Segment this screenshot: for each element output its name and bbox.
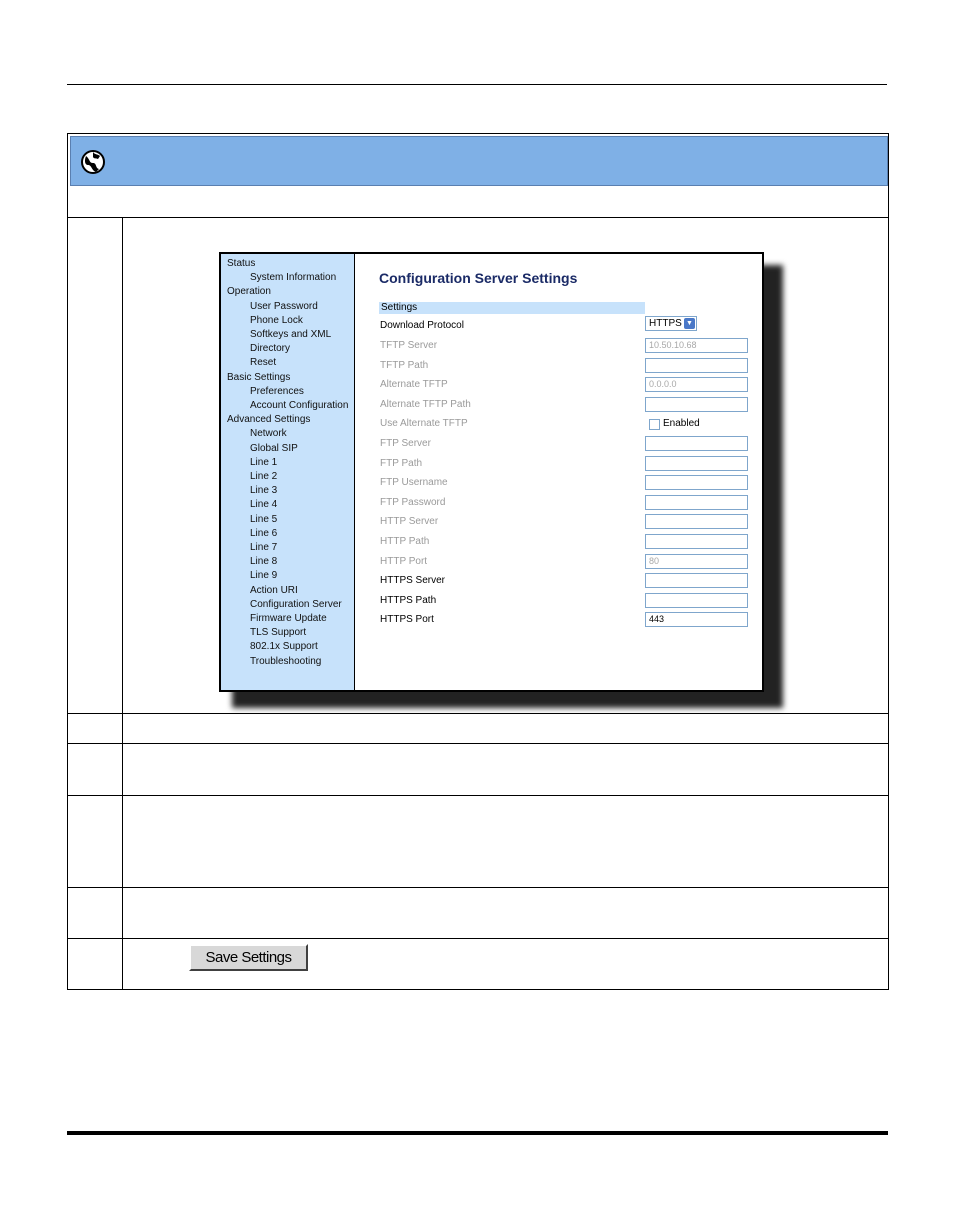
sidebar-item[interactable]: TLS Support xyxy=(250,627,307,639)
field-label: HTTPS Path xyxy=(380,594,437,606)
sidebar-item[interactable]: Line 9 xyxy=(250,570,278,582)
field-label: TFTP Path xyxy=(380,359,429,371)
header-rule xyxy=(67,84,887,85)
sidebar-item[interactable]: System Information xyxy=(250,272,337,284)
chevron-down-icon[interactable]: ▼ xyxy=(684,318,695,329)
table-row-divider xyxy=(67,795,889,796)
sidebar-item[interactable]: Line 1 xyxy=(250,456,278,468)
field-label: HTTPS Server xyxy=(380,575,446,587)
table-row-divider xyxy=(67,713,889,714)
field-label: FTP Username xyxy=(380,477,448,489)
field-label: FTP Password xyxy=(380,496,446,508)
sidebar-item[interactable]: Global SIP xyxy=(250,442,298,454)
page-title: Configuration Server Settings xyxy=(379,270,578,286)
sidebar-section-label: Operation xyxy=(227,286,271,298)
sidebar-item[interactable]: Line 6 xyxy=(250,527,278,539)
sidebar-item[interactable]: Preferences xyxy=(250,385,304,397)
download-protocol-value: HTTPS xyxy=(649,318,682,329)
field-label: HTTP Path xyxy=(380,536,430,547)
field-label: Use Alternate TFTP xyxy=(380,418,468,430)
sidebar-item[interactable]: Account Configuration xyxy=(250,400,349,411)
text-field[interactable] xyxy=(645,436,748,451)
field-label: HTTP Port xyxy=(380,555,428,567)
table-row-divider xyxy=(67,938,889,939)
field-label: HTTP Server xyxy=(380,516,439,528)
sidebar-section-label: Advanced Settings xyxy=(227,414,311,426)
checkbox-label: Enabled xyxy=(663,418,700,430)
field-label: Alternate TFTP Path xyxy=(380,398,471,410)
text-field[interactable] xyxy=(645,456,748,471)
text-field[interactable] xyxy=(645,514,748,529)
sidebar-item[interactable]: Line 2 xyxy=(250,471,278,482)
sidebar-item[interactable]: Line 5 xyxy=(250,513,278,525)
field-label: HTTPS Port xyxy=(380,614,434,626)
table-row-divider xyxy=(67,743,889,744)
text-field[interactable]: 443 xyxy=(645,612,748,627)
sidebar-item[interactable]: Phone Lock xyxy=(250,314,303,326)
text-field[interactable]: 80 xyxy=(645,554,748,569)
text-field[interactable] xyxy=(645,358,748,373)
web-ui-icon xyxy=(81,150,105,174)
footer-rule xyxy=(67,1131,888,1135)
sidebar-item[interactable]: Action URI xyxy=(250,584,298,596)
sidebar-item[interactable]: Line 7 xyxy=(250,542,278,553)
sidebar-item[interactable]: Line 8 xyxy=(250,556,278,568)
sidebar-item[interactable]: Softkeys and XML xyxy=(250,329,332,340)
settings-section-header: Settings xyxy=(379,302,645,314)
text-field[interactable] xyxy=(645,475,748,490)
sidebar-nav xyxy=(221,254,355,690)
sidebar-item[interactable]: User Password xyxy=(250,300,318,312)
sidebar-item[interactable]: Firmware Update xyxy=(250,613,327,624)
sidebar-item[interactable]: Line 3 xyxy=(250,485,278,497)
sidebar-item[interactable]: Line 4 xyxy=(250,499,278,511)
procedure-banner xyxy=(70,136,888,186)
text-field[interactable] xyxy=(645,397,748,412)
save-settings-button[interactable]: Save Settings xyxy=(189,944,308,971)
table-row-divider xyxy=(67,887,889,888)
text-field[interactable] xyxy=(645,495,748,510)
download-protocol-label: Download Protocol xyxy=(380,320,464,331)
text-field[interactable] xyxy=(645,534,748,549)
sidebar-item[interactable]: 802.1x Support xyxy=(250,641,318,653)
sidebar-item[interactable]: Network xyxy=(250,428,287,440)
table-column-divider xyxy=(122,217,123,990)
sidebar-item[interactable]: Troubleshooting xyxy=(250,655,322,667)
text-field[interactable]: 0.0.0.0 xyxy=(645,377,748,392)
sidebar-item[interactable]: Reset xyxy=(250,357,277,369)
field-label: TFTP Server xyxy=(380,340,438,351)
field-label: Alternate TFTP xyxy=(380,379,448,391)
sidebar-section-label: Status xyxy=(227,258,256,269)
field-label: FTP Path xyxy=(380,457,423,469)
text-field[interactable] xyxy=(645,573,748,588)
table-row-divider xyxy=(67,217,889,218)
sidebar-item[interactable]: Configuration Server xyxy=(250,598,342,610)
text-field[interactable] xyxy=(645,593,748,608)
download-protocol-select[interactable] xyxy=(645,316,697,331)
text-field[interactable]: 10.50.10.68 xyxy=(645,338,748,353)
sidebar-item[interactable]: Directory xyxy=(250,343,291,355)
web-ui-screenshot xyxy=(219,252,764,692)
sidebar-section-label: Basic Settings xyxy=(227,371,291,383)
config-server-content xyxy=(355,254,762,690)
use-alternate-tftp-checkbox[interactable] xyxy=(649,419,660,430)
field-label: FTP Server xyxy=(380,438,431,449)
